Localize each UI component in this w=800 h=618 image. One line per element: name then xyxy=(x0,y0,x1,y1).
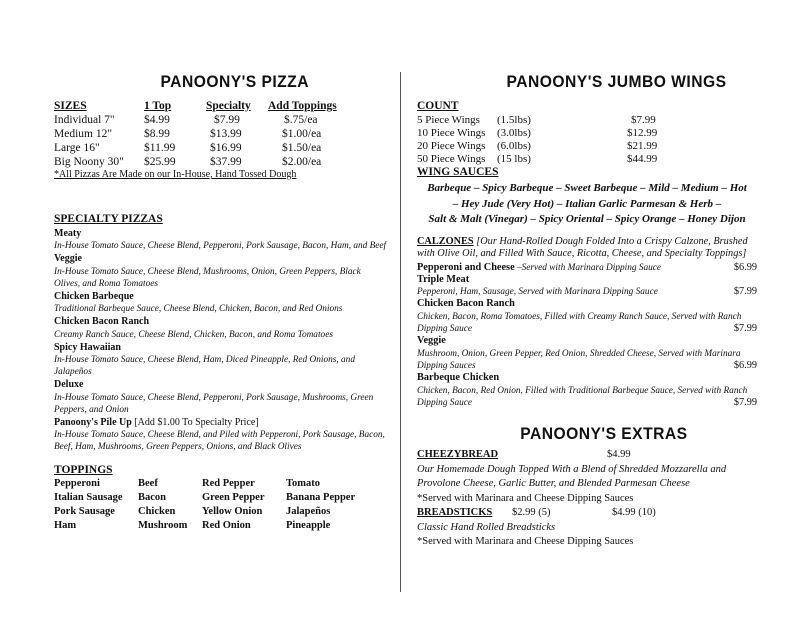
sauce-line: – Hey Jude (Very Hot) – Italian Garlic Parmesan & Herb – xyxy=(452,197,722,210)
wing-count: 5 Piece Wings xyxy=(417,114,480,126)
price-specialty: $16.99 xyxy=(210,142,242,154)
calzone-item xyxy=(417,360,757,372)
calzone-desc: Chicken, Bacon, Roma Tomatoes, Filled with Creamy Ranch Sauce, Served with Ranch xyxy=(417,311,742,322)
wing-price: $12.99 xyxy=(627,127,658,139)
price-one-top: $25.99 xyxy=(144,156,176,168)
calzone-price: $6.99 xyxy=(733,359,757,371)
breadsticks-label: BREADSTICKS xyxy=(417,507,493,518)
wing-count: 20 Piece Wings xyxy=(417,140,486,152)
calzone-name: Veggie xyxy=(417,335,446,347)
specialty-name: Chicken Bacon Ranch xyxy=(54,316,150,328)
wing-price: $7.99 xyxy=(631,114,656,126)
specialty-desc: In-House Tomato Sauce, Cheese Blend, Mushrooms, Onion, Green Peppers, Black xyxy=(54,266,361,277)
cheezybread-desc: Our Homemade Dough Topped With a Blend of Shredded Mozzarella and xyxy=(417,463,727,475)
specialty-title: SPECIALTY PIZZAS xyxy=(54,213,163,225)
calzone-price: $7.99 xyxy=(733,396,757,408)
topping-item: Mushroom xyxy=(138,520,188,531)
topping-item: Bacon xyxy=(138,492,167,503)
topping-item: Yellow Onion xyxy=(202,506,263,517)
wing-price: $44.99 xyxy=(627,153,658,165)
sizes-header: SIZES xyxy=(54,100,87,112)
wings-title: PANOONY'S JUMBO WINGS xyxy=(506,72,727,91)
specialty-desc: Beef, Ham, Mushrooms, Green Peppers, Onions, and Black Olives xyxy=(54,442,302,453)
wing-sauces-label: WING SAUCES xyxy=(417,166,499,178)
wing-weight: (1.5lbs) xyxy=(497,114,531,126)
cheezybread-price: $4.99 xyxy=(607,449,631,460)
topping-item: Chicken xyxy=(138,506,176,517)
count-label: COUNT xyxy=(417,100,459,112)
toppings-title: TOPPINGS xyxy=(54,464,113,476)
dough-note: *All Pizzas Are Made on our In-House, Hand Tossed Dough xyxy=(54,169,297,180)
specialty-desc: In-House Tomato Sauce, Cheese Blend, Pepperoni, Pork Sausage, Bacon, Ham, and Beef xyxy=(54,241,387,252)
specialty-name: Veggie xyxy=(54,253,82,265)
size-label: Large 16" xyxy=(54,142,100,154)
wing-sauces-list xyxy=(417,181,757,228)
price-topping: $1.00/ea xyxy=(282,128,322,140)
topping-item: Red Pepper xyxy=(202,478,255,489)
breadsticks-desc: Classic Hand Rolled Breadsticks xyxy=(417,521,556,533)
price-topping: $1.50/ea xyxy=(282,142,322,154)
size-label: Big Noony 30" xyxy=(54,156,124,168)
specialty-desc: Olives, and Roma Tomatoes xyxy=(54,278,158,289)
wing-count: 50 Piece Wings xyxy=(417,153,486,165)
calzone-item xyxy=(417,397,757,409)
cheezybread-desc: Provolone Cheese, Garlic Butter, and Blended Parmesan Cheese xyxy=(417,478,690,489)
sizes-table xyxy=(54,100,384,180)
sauce-line: Salt & Malt (Vinegar) – Spicy Oriental – Spicy Orange – Honey Dijon xyxy=(428,213,746,225)
calzone-desc: Dipping Sauces xyxy=(417,360,476,371)
calzones-label: CALZONES xyxy=(417,236,474,247)
topping-item: Green Pepper xyxy=(202,492,265,503)
topping-item: Pork Sausage xyxy=(54,506,115,517)
specialty-desc: In-House Tomato Sauce, Cheese Blend, Ham, Diced Pineapple, Red Onions, and xyxy=(54,355,355,366)
calzone-item xyxy=(417,286,757,298)
specialty-name: Chicken Barbeque xyxy=(54,291,134,303)
price-one-top: $4.99 xyxy=(144,114,170,126)
specialty-desc: In-House Tomato Sauce, Cheese Blend, Pepperoni, Pork Sausage, Mushrooms, Green xyxy=(54,392,374,403)
toppings-grid xyxy=(54,478,376,531)
specialty-name: Panoony's Pile Up xyxy=(54,417,132,429)
breadsticks-price-small: $2.99 (5) xyxy=(512,507,551,518)
calzone-price: $7.99 xyxy=(733,286,757,298)
wing-price: $21.99 xyxy=(627,140,658,152)
price-specialty: $13.99 xyxy=(210,128,242,140)
specialty-list xyxy=(54,228,386,454)
sauce-line: Barbeque – Spicy Barbeque – Sweet Barbeque – Mild – Medium – Hot xyxy=(427,182,747,194)
specialty-header: Specialty xyxy=(206,100,251,112)
calzone-desc: Pepperoni, Ham, Sausage, Served with Marinara Dipping Sauce xyxy=(417,287,658,298)
calzone-price: $7.99 xyxy=(733,323,757,335)
calzone-name: Chicken Bacon Ranch xyxy=(417,298,515,310)
topping-item: Red Onion xyxy=(202,520,251,531)
extras-title: PANOONY'S EXTRAS xyxy=(520,424,688,443)
specialty-extra: [Add $1.00 To Specialty Price] xyxy=(134,417,259,429)
topping-item: Ham xyxy=(54,520,77,531)
calzone-price: $6.99 xyxy=(733,261,757,273)
cheezybread-note: *Served with Marinara and Cheese Dipping Sauces xyxy=(417,492,634,504)
calzone-name: Pepperoni and Cheese xyxy=(417,261,515,273)
calzone-desc: Dipping Sauce xyxy=(417,397,472,408)
one-top-header: 1 Top xyxy=(144,100,172,112)
calzones-section xyxy=(417,236,757,409)
wings-table xyxy=(417,114,687,166)
calzone-desc: Mushroom, Onion, Green Pepper, Red Onion, Shredded Cheese, Served with Marinara xyxy=(417,348,741,359)
size-label: Individual 7" xyxy=(54,114,115,126)
calzone-item xyxy=(417,323,757,335)
extras-section xyxy=(417,448,757,550)
calzone-inline-desc: –Served with Marinara Dipping Sauce xyxy=(514,262,662,273)
calzone-desc: Chicken, Bacon, Red Onion, Filled with Traditional Barbeque Sauce, Served with Ranch xyxy=(417,385,748,396)
topping-item: Pineapple xyxy=(286,520,331,531)
topping-item: Italian Sausage xyxy=(54,492,123,503)
price-specialty: $7.99 xyxy=(214,114,240,126)
specialty-name: Spicy Hawaiian xyxy=(54,341,121,353)
cheezybread-label: CHEEZYBREAD xyxy=(417,449,499,460)
wing-weight: (15 lbs) xyxy=(497,153,531,165)
topping-item: Jalapeños xyxy=(286,506,331,517)
wing-weight: (3.0lbs) xyxy=(497,127,531,139)
column-divider xyxy=(400,72,401,592)
topping-item: Tomato xyxy=(286,478,321,489)
topping-item: Banana Pepper xyxy=(286,492,356,503)
price-specialty: $37.99 xyxy=(210,156,242,168)
wing-count: 10 Piece Wings xyxy=(417,127,486,139)
price-one-top: $11.99 xyxy=(144,142,176,154)
specialty-name: Deluxe xyxy=(54,379,84,391)
specialty-desc: Peppers, and Onion xyxy=(54,404,129,415)
calzone-desc: Dipping Sauce xyxy=(417,324,472,335)
specialty-desc: Jalapeños xyxy=(54,367,92,378)
breadsticks-note: *Served with Marinara and Cheese Dipping Sauces xyxy=(417,536,634,547)
price-one-top: $8.99 xyxy=(144,128,170,140)
specialty-desc: In-House Tomato Sauce, Cheese Blend, and Piled with Pepperoni, Pork Sausage, Bacon, xyxy=(54,430,385,441)
breadsticks-price-large: $4.99 (10) xyxy=(612,507,656,518)
specialty-desc: Creamy Ranch Sauce, Cheese Blend, Chicken, Bacon, and Roma Tomatoes xyxy=(54,329,333,340)
specialty-name: Meaty xyxy=(54,228,82,239)
specialty-desc: Traditional Barbeque Sauce, Cheese Blend, Chicken, Bacon, and Red Onions xyxy=(54,304,343,315)
calzones-intro: [Our Hand-Rolled Dough Folded Into a Crispy Calzone, Brushed xyxy=(476,236,748,247)
pizza-title: PANOONY'S PIZZA xyxy=(160,72,309,91)
topping-item: Beef xyxy=(138,478,158,489)
price-topping: $.75/ea xyxy=(284,114,318,126)
add-toppings-header: Add Toppings xyxy=(268,100,337,112)
calzones-intro: with Olive Oil, and Filled With Sauce, Ricotta, Cheese, and Specialty Toppings] xyxy=(417,248,747,260)
topping-item: Pepperoni xyxy=(54,478,100,489)
wing-weight: (6.0lbs) xyxy=(497,140,531,152)
calzone-name: Triple Meat xyxy=(417,273,470,285)
calzone-item xyxy=(417,262,757,274)
price-topping: $2.00/ea xyxy=(282,156,322,168)
calzone-name: Barbeque Chicken xyxy=(417,372,500,384)
size-label: Medium 12" xyxy=(54,128,113,140)
